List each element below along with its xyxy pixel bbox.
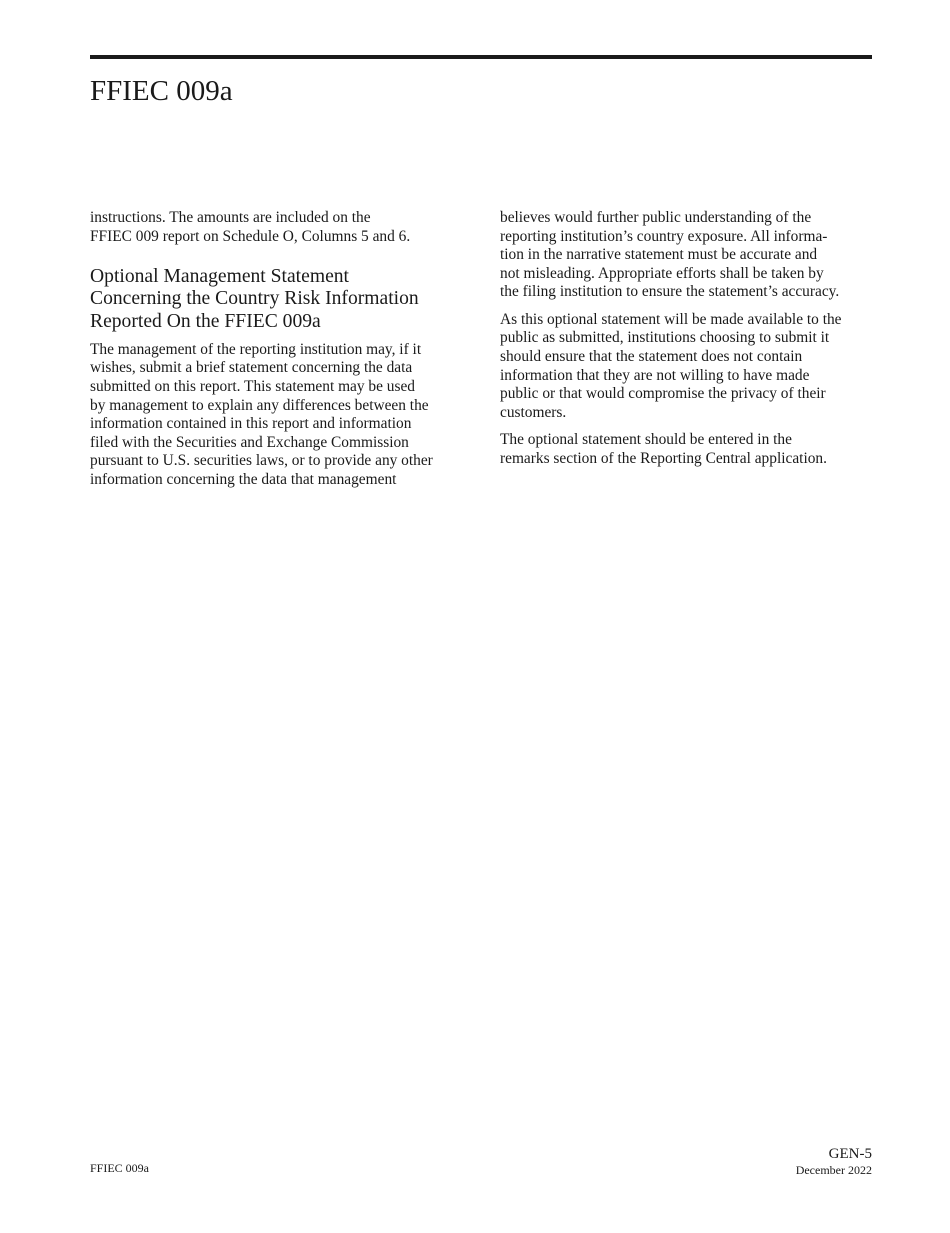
text-line: public or that would compromise the privacy of their [500,385,826,403]
text-line: the filing institution to ensure the statement’s accuracy. [500,283,840,301]
management-statement-paragraph [90,341,465,490]
page-title: FFIEC 009a [90,75,233,107]
heading-line: Concerning the Country Risk Information [90,288,419,310]
privacy-paragraph [500,311,875,423]
text-line: reporting institution’s country exposure. All informa- [500,227,828,245]
section-heading [90,266,465,333]
text-line: public as submitted, institutions choosing to submit it [500,329,830,347]
revision-date: December 2022 [795,1163,872,1177]
text-line: tion in the narrative statement must be accurate and [500,246,818,264]
heading-line: Reported On the FFIEC 009a [90,310,321,332]
text-line: As this optional statement will be made available to the [500,310,842,328]
text-line: information that they are not willing to have made [500,366,810,384]
right-column [500,209,875,477]
text-line: information contained in this report and information [90,415,412,433]
heading-line: Optional Management Statement [90,266,350,288]
text-line: The optional statement should be entered in the [500,431,792,449]
text-line: customers. [500,403,567,421]
text-line: should ensure that the statement does not contain [500,347,803,365]
text-line: The management of the reporting institution may, if it [90,340,422,358]
text-line: information concerning the data that management [90,470,397,488]
accuracy-paragraph [500,209,875,302]
text-line: filed with the Securities and Exchange Commission [90,433,409,451]
text-line: submitted on this report. This statement may be used [90,377,416,395]
footer-page-info [796,1146,872,1177]
text-line: not misleading. Appropriate efforts shall be taken by [500,264,824,282]
text-line: believes would further public understanding of the [500,209,812,226]
footer-form-name: FFIEC 009a [90,1161,150,1175]
text-line: pursuant to U.S. securities laws, or to provide any other [90,452,433,470]
header-rule [90,55,872,59]
text-line: instructions. The amounts are included on the [90,209,371,226]
remarks-paragraph [500,431,875,468]
text-line: FFIEC 009 report on Schedule O, Columns 5 and 6. [90,227,411,245]
page-number: GEN-5 [828,1146,872,1162]
text-line: by management to explain any differences between the [90,396,429,414]
left-column [90,209,465,498]
continued-paragraph [90,209,465,246]
text-line: remarks section of the Reporting Central application. [500,449,827,467]
text-line: wishes, submit a brief statement concerning the data [90,359,413,377]
